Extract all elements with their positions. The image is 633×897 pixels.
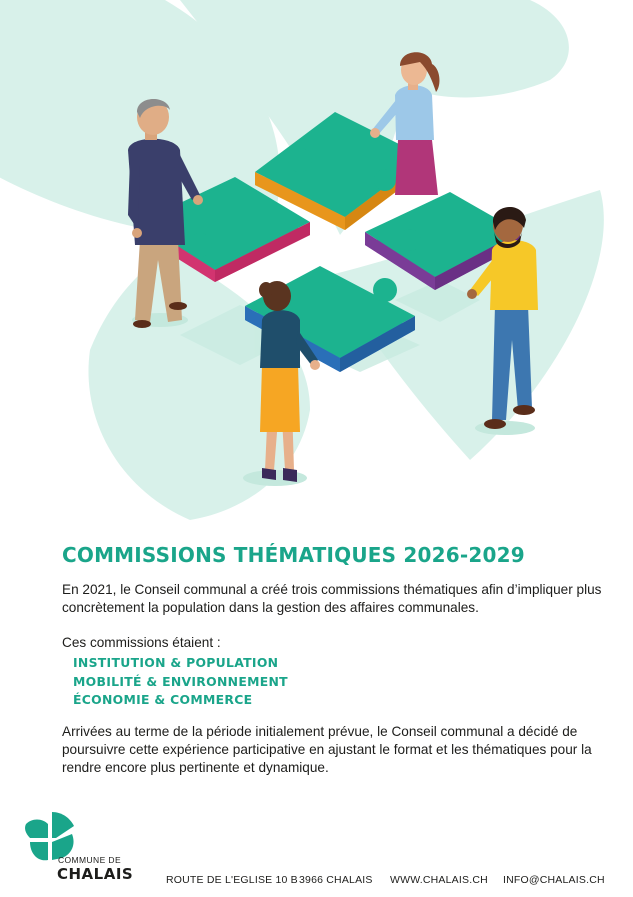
logo-subtitle: COMMUNE DE [58,855,122,865]
page-title: COMMISSIONS THÉMATIQUES 2026-2029 [62,543,525,567]
footer-email-link[interactable]: INFO@CHALAIS.CH [503,874,605,886]
intro-paragraph: En 2021, le Conseil communal a créé trois commissions thématiques afin d’impliquer plus concrètement la population dans la gestion des affaires communales. [62,582,602,615]
footer-address: ROUTE DE L'EGLISE 10 B [166,874,298,886]
commissions-list [73,654,288,710]
logo-name: CHALAIS [57,865,134,883]
commissions-list-label: Ces commissions étaient : [62,635,221,650]
commission-item: INSTITUTION & POPULATION [73,655,279,670]
commission-item: ÉCONOMIE & COMMERCE [73,692,253,707]
commission-item: MOBILITÉ & ENVIRONNEMENT [73,673,288,689]
footer-city: 3966 CHALAIS [299,874,373,886]
outro-paragraph: Arrivées au terme de la période initialement prévue, le Conseil communal a décidé de poursuivre cette expérience participative en ajustant le format et les thématiques pour la rendre encore plus pertinente et dynamique. [62,724,592,775]
footer-website-link[interactable]: WWW.CHALAIS.CH [390,874,488,886]
